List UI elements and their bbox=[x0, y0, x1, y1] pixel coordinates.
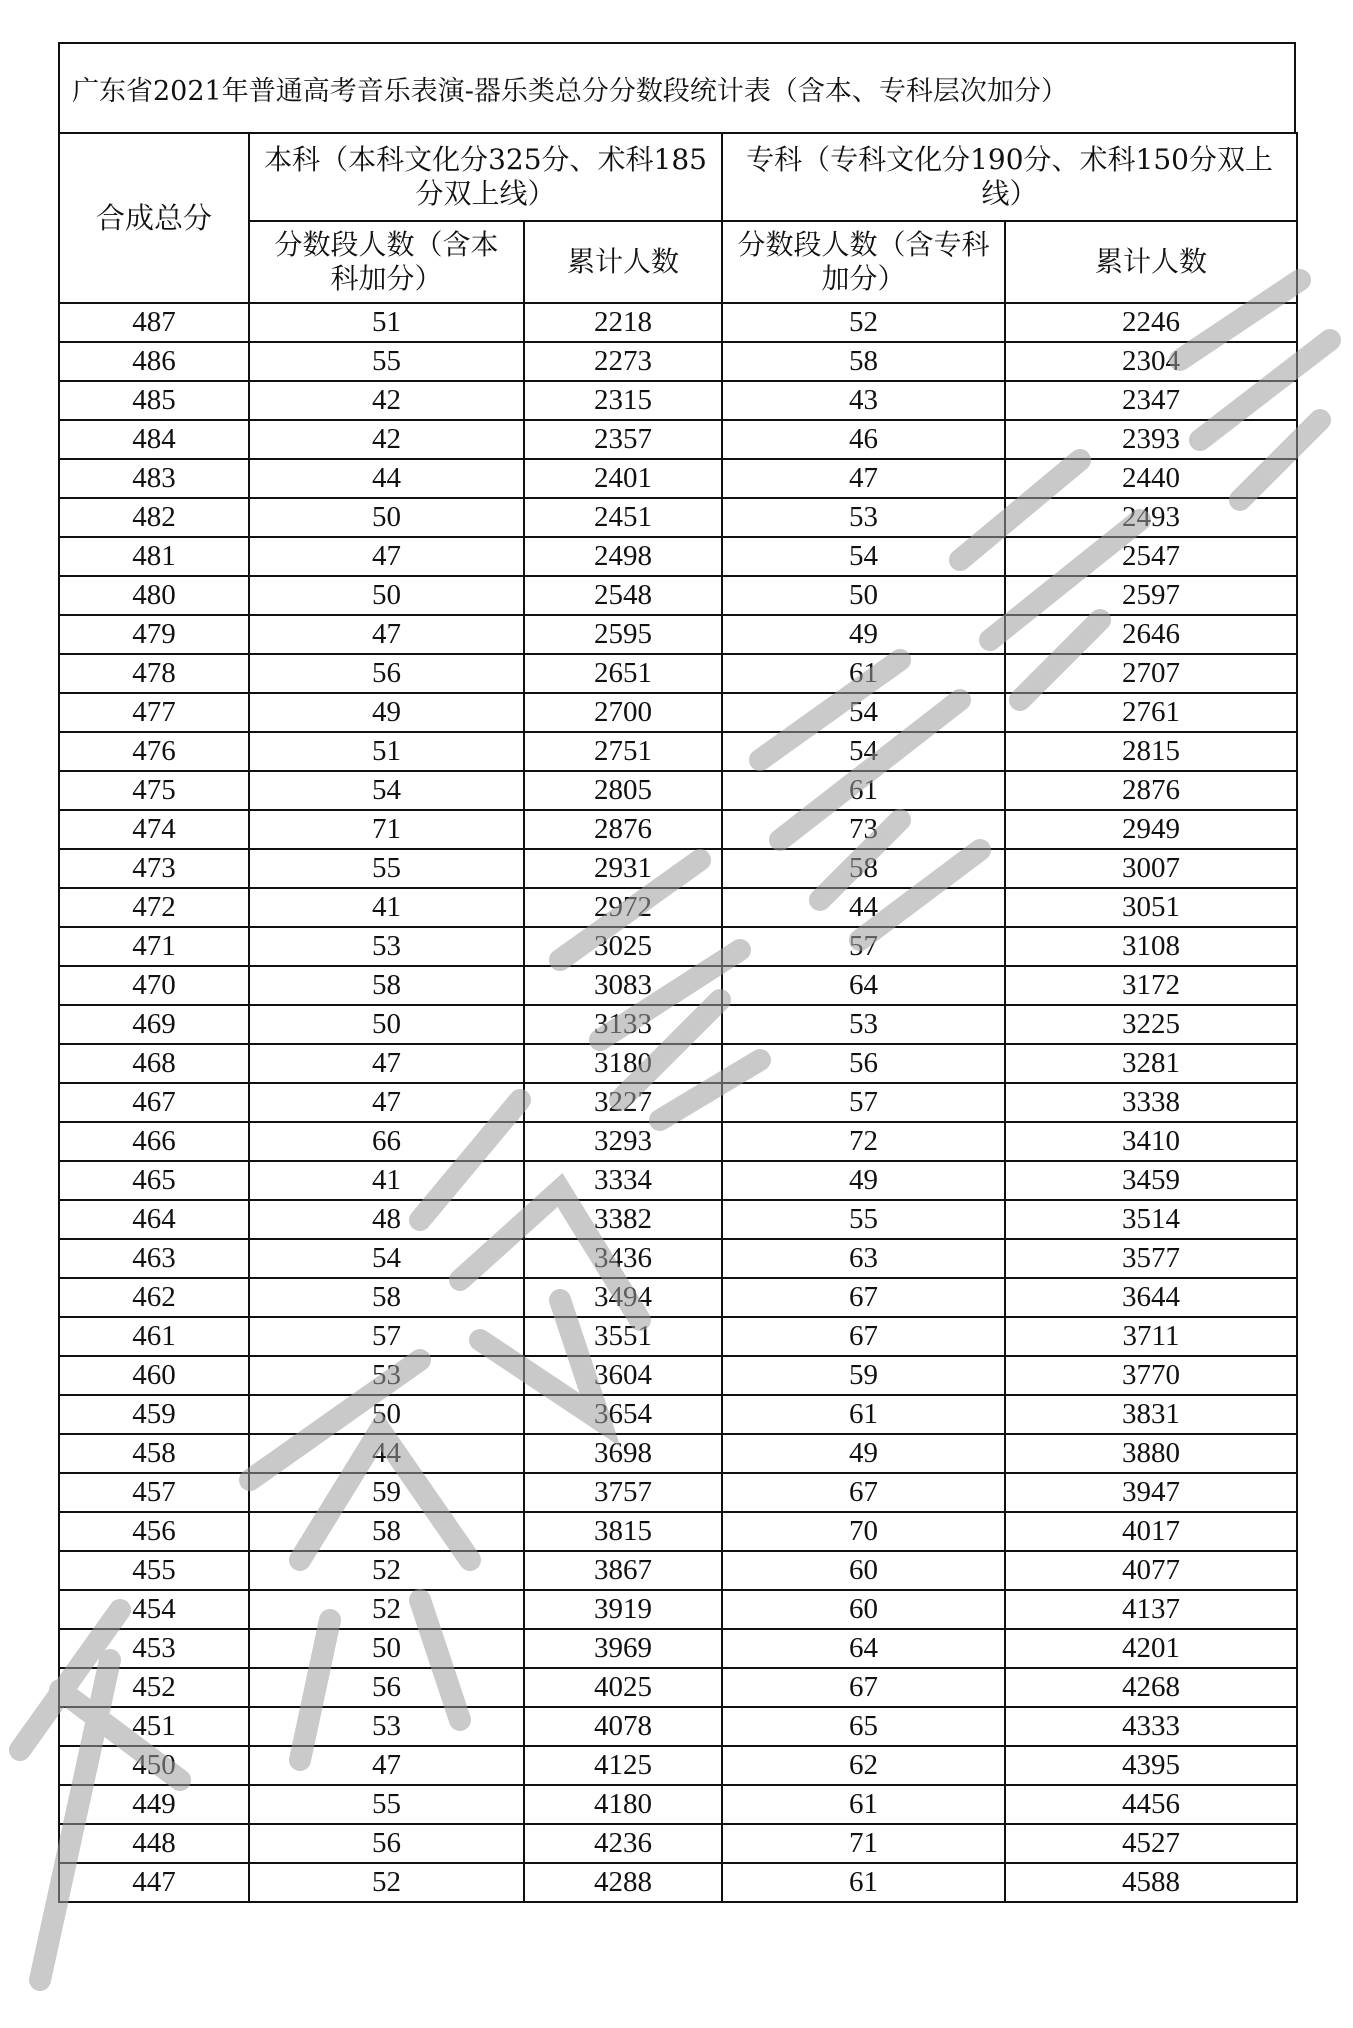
cell-undergrad-count: 47 bbox=[249, 537, 524, 576]
cell-undergrad-count: 52 bbox=[249, 1863, 524, 1902]
table-row bbox=[59, 732, 1297, 771]
cell-undergrad-cumulative: 4180 bbox=[524, 1785, 722, 1824]
table-row bbox=[59, 459, 1297, 498]
cell-undergrad-count: 47 bbox=[249, 1746, 524, 1785]
cell-undergrad-count: 55 bbox=[249, 1785, 524, 1824]
score-table bbox=[58, 132, 1298, 1903]
cell-undergrad-count: 50 bbox=[249, 1395, 524, 1434]
statistics-document bbox=[58, 42, 1296, 1903]
table-row bbox=[59, 654, 1297, 693]
cell-undergrad-count: 50 bbox=[249, 498, 524, 537]
cell-undergrad-cumulative: 3494 bbox=[524, 1278, 722, 1317]
cell-junior-count: 47 bbox=[722, 459, 1005, 498]
cell-score: 456 bbox=[59, 1512, 249, 1551]
table-row bbox=[59, 1629, 1297, 1668]
cell-junior-cumulative: 2246 bbox=[1005, 303, 1297, 342]
cell-junior-cumulative: 2547 bbox=[1005, 537, 1297, 576]
cell-junior-count: 61 bbox=[722, 1395, 1005, 1434]
cell-junior-cumulative: 3947 bbox=[1005, 1473, 1297, 1512]
table-row bbox=[59, 966, 1297, 1005]
cell-undergrad-cumulative: 3436 bbox=[524, 1239, 722, 1278]
cell-undergrad-count: 53 bbox=[249, 927, 524, 966]
cell-undergrad-cumulative: 3654 bbox=[524, 1395, 722, 1434]
cell-undergrad-count: 41 bbox=[249, 1161, 524, 1200]
cell-undergrad-count: 47 bbox=[249, 615, 524, 654]
cell-undergrad-cumulative: 2451 bbox=[524, 498, 722, 537]
cell-undergrad-cumulative: 3083 bbox=[524, 966, 722, 1005]
cell-junior-count: 49 bbox=[722, 615, 1005, 654]
header-undergrad: 本科（本科文化分325分、术科185分双上线） bbox=[249, 133, 722, 221]
cell-junior-count: 65 bbox=[722, 1707, 1005, 1746]
cell-undergrad-count: 55 bbox=[249, 849, 524, 888]
header-junior: 专科（专科文化分190分、术科150分双上线） bbox=[722, 133, 1297, 221]
cell-junior-count: 44 bbox=[722, 888, 1005, 927]
cell-score: 484 bbox=[59, 420, 249, 459]
cell-junior-count: 67 bbox=[722, 1668, 1005, 1707]
cell-undergrad-cumulative: 2548 bbox=[524, 576, 722, 615]
cell-undergrad-count: 58 bbox=[249, 966, 524, 1005]
table-row bbox=[59, 1083, 1297, 1122]
cell-junior-cumulative: 2440 bbox=[1005, 459, 1297, 498]
cell-junior-count: 61 bbox=[722, 1785, 1005, 1824]
cell-undergrad-count: 56 bbox=[249, 1824, 524, 1863]
cell-score: 469 bbox=[59, 1005, 249, 1044]
cell-undergrad-count: 56 bbox=[249, 1668, 524, 1707]
cell-undergrad-count: 51 bbox=[249, 732, 524, 771]
cell-junior-count: 49 bbox=[722, 1161, 1005, 1200]
cell-undergrad-cumulative: 3227 bbox=[524, 1083, 722, 1122]
cell-junior-count: 43 bbox=[722, 381, 1005, 420]
cell-undergrad-count: 42 bbox=[249, 381, 524, 420]
cell-score: 453 bbox=[59, 1629, 249, 1668]
cell-score: 450 bbox=[59, 1746, 249, 1785]
cell-junior-cumulative: 2393 bbox=[1005, 420, 1297, 459]
cell-junior-count: 64 bbox=[722, 1629, 1005, 1668]
cell-junior-count: 73 bbox=[722, 810, 1005, 849]
table-row bbox=[59, 303, 1297, 342]
cell-undergrad-count: 48 bbox=[249, 1200, 524, 1239]
table-row bbox=[59, 1239, 1297, 1278]
table-row bbox=[59, 342, 1297, 381]
cell-undergrad-cumulative: 2700 bbox=[524, 693, 722, 732]
cell-junior-cumulative: 3172 bbox=[1005, 966, 1297, 1005]
cell-undergrad-cumulative: 3698 bbox=[524, 1434, 722, 1473]
cell-undergrad-count: 71 bbox=[249, 810, 524, 849]
cell-score: 463 bbox=[59, 1239, 249, 1278]
cell-junior-count: 58 bbox=[722, 849, 1005, 888]
cell-junior-cumulative: 3007 bbox=[1005, 849, 1297, 888]
cell-junior-count: 53 bbox=[722, 498, 1005, 537]
cell-junior-cumulative: 3831 bbox=[1005, 1395, 1297, 1434]
cell-score: 451 bbox=[59, 1707, 249, 1746]
cell-score: 448 bbox=[59, 1824, 249, 1863]
cell-score: 447 bbox=[59, 1863, 249, 1902]
cell-score: 455 bbox=[59, 1551, 249, 1590]
cell-junior-count: 53 bbox=[722, 1005, 1005, 1044]
cell-undergrad-cumulative: 2876 bbox=[524, 810, 722, 849]
cell-junior-cumulative: 3051 bbox=[1005, 888, 1297, 927]
cell-undergrad-cumulative: 4078 bbox=[524, 1707, 722, 1746]
cell-undergrad-cumulative: 4025 bbox=[524, 1668, 722, 1707]
cell-junior-cumulative: 2707 bbox=[1005, 654, 1297, 693]
cell-score: 480 bbox=[59, 576, 249, 615]
cell-undergrad-count: 53 bbox=[249, 1356, 524, 1395]
table-row bbox=[59, 1551, 1297, 1590]
header-undergrad-cumulative: 累计人数 bbox=[524, 221, 722, 303]
cell-undergrad-cumulative: 3867 bbox=[524, 1551, 722, 1590]
table-row bbox=[59, 1668, 1297, 1707]
cell-undergrad-cumulative: 3382 bbox=[524, 1200, 722, 1239]
cell-undergrad-cumulative: 2218 bbox=[524, 303, 722, 342]
cell-score: 486 bbox=[59, 342, 249, 381]
cell-junior-cumulative: 3338 bbox=[1005, 1083, 1297, 1122]
cell-junior-cumulative: 4588 bbox=[1005, 1863, 1297, 1902]
table-row bbox=[59, 1200, 1297, 1239]
cell-score: 457 bbox=[59, 1473, 249, 1512]
cell-junior-cumulative: 4527 bbox=[1005, 1824, 1297, 1863]
cell-score: 458 bbox=[59, 1434, 249, 1473]
cell-junior-count: 50 bbox=[722, 576, 1005, 615]
cell-junior-cumulative: 2646 bbox=[1005, 615, 1297, 654]
cell-junior-count: 57 bbox=[722, 1083, 1005, 1122]
table-row bbox=[59, 420, 1297, 459]
cell-undergrad-cumulative: 2972 bbox=[524, 888, 722, 927]
cell-junior-count: 61 bbox=[722, 771, 1005, 810]
cell-junior-count: 60 bbox=[722, 1551, 1005, 1590]
cell-junior-cumulative: 3108 bbox=[1005, 927, 1297, 966]
table-row bbox=[59, 810, 1297, 849]
table-row bbox=[59, 576, 1297, 615]
cell-junior-cumulative: 2949 bbox=[1005, 810, 1297, 849]
table-row bbox=[59, 1161, 1297, 1200]
cell-junior-cumulative: 3770 bbox=[1005, 1356, 1297, 1395]
cell-junior-cumulative: 4201 bbox=[1005, 1629, 1297, 1668]
cell-undergrad-count: 54 bbox=[249, 771, 524, 810]
cell-undergrad-cumulative: 2498 bbox=[524, 537, 722, 576]
table-row bbox=[59, 1122, 1297, 1161]
cell-score: 483 bbox=[59, 459, 249, 498]
cell-junior-cumulative: 4077 bbox=[1005, 1551, 1297, 1590]
cell-junior-count: 46 bbox=[722, 420, 1005, 459]
table-row bbox=[59, 693, 1297, 732]
cell-junior-cumulative: 4137 bbox=[1005, 1590, 1297, 1629]
cell-score: 449 bbox=[59, 1785, 249, 1824]
cell-junior-count: 70 bbox=[722, 1512, 1005, 1551]
cell-undergrad-count: 59 bbox=[249, 1473, 524, 1512]
cell-score: 473 bbox=[59, 849, 249, 888]
cell-score: 477 bbox=[59, 693, 249, 732]
cell-undergrad-count: 55 bbox=[249, 342, 524, 381]
table-row bbox=[59, 1356, 1297, 1395]
cell-undergrad-cumulative: 4288 bbox=[524, 1863, 722, 1902]
cell-junior-count: 56 bbox=[722, 1044, 1005, 1083]
cell-undergrad-count: 53 bbox=[249, 1707, 524, 1746]
header-junior-cumulative: 累计人数 bbox=[1005, 221, 1297, 303]
cell-score: 471 bbox=[59, 927, 249, 966]
cell-undergrad-cumulative: 4236 bbox=[524, 1824, 722, 1863]
table-row bbox=[59, 771, 1297, 810]
cell-junior-count: 71 bbox=[722, 1824, 1005, 1863]
cell-undergrad-count: 50 bbox=[249, 1629, 524, 1668]
table-row bbox=[59, 1044, 1297, 1083]
cell-undergrad-count: 52 bbox=[249, 1551, 524, 1590]
cell-junior-count: 54 bbox=[722, 732, 1005, 771]
cell-junior-count: 63 bbox=[722, 1239, 1005, 1278]
cell-undergrad-count: 49 bbox=[249, 693, 524, 732]
cell-junior-cumulative: 2347 bbox=[1005, 381, 1297, 420]
cell-undergrad-count: 52 bbox=[249, 1590, 524, 1629]
table-row bbox=[59, 1707, 1297, 1746]
table-row bbox=[59, 927, 1297, 966]
cell-junior-count: 59 bbox=[722, 1356, 1005, 1395]
cell-junior-cumulative: 3225 bbox=[1005, 1005, 1297, 1044]
table-row bbox=[59, 498, 1297, 537]
cell-undergrad-cumulative: 3180 bbox=[524, 1044, 722, 1083]
cell-undergrad-count: 66 bbox=[249, 1122, 524, 1161]
table-body bbox=[59, 303, 1297, 1902]
cell-score: 474 bbox=[59, 810, 249, 849]
table-row bbox=[59, 1005, 1297, 1044]
table-row bbox=[59, 1746, 1297, 1785]
cell-undergrad-cumulative: 4125 bbox=[524, 1746, 722, 1785]
cell-score: 487 bbox=[59, 303, 249, 342]
table-row bbox=[59, 849, 1297, 888]
cell-junior-cumulative: 3644 bbox=[1005, 1278, 1297, 1317]
cell-undergrad-count: 44 bbox=[249, 1434, 524, 1473]
table-row bbox=[59, 1785, 1297, 1824]
cell-score: 470 bbox=[59, 966, 249, 1005]
cell-undergrad-cumulative: 3025 bbox=[524, 927, 722, 966]
cell-score: 482 bbox=[59, 498, 249, 537]
cell-undergrad-cumulative: 3133 bbox=[524, 1005, 722, 1044]
cell-undergrad-count: 58 bbox=[249, 1512, 524, 1551]
cell-undergrad-cumulative: 2805 bbox=[524, 771, 722, 810]
cell-undergrad-cumulative: 2651 bbox=[524, 654, 722, 693]
cell-junior-cumulative: 4017 bbox=[1005, 1512, 1297, 1551]
cell-junior-cumulative: 4333 bbox=[1005, 1707, 1297, 1746]
table-title: 广东省2021年普通高考音乐表演-器乐类总分分数段统计表（含本、专科层次加分） bbox=[58, 42, 1296, 132]
cell-undergrad-count: 50 bbox=[249, 1005, 524, 1044]
cell-junior-count: 67 bbox=[722, 1278, 1005, 1317]
cell-junior-cumulative: 3880 bbox=[1005, 1434, 1297, 1473]
table-row bbox=[59, 537, 1297, 576]
cell-undergrad-cumulative: 2751 bbox=[524, 732, 722, 771]
cell-junior-count: 57 bbox=[722, 927, 1005, 966]
cell-junior-count: 72 bbox=[722, 1122, 1005, 1161]
cell-junior-cumulative: 3410 bbox=[1005, 1122, 1297, 1161]
cell-junior-count: 67 bbox=[722, 1317, 1005, 1356]
cell-junior-count: 60 bbox=[722, 1590, 1005, 1629]
cell-undergrad-cumulative: 2357 bbox=[524, 420, 722, 459]
cell-score: 462 bbox=[59, 1278, 249, 1317]
cell-junior-cumulative: 2815 bbox=[1005, 732, 1297, 771]
cell-score: 461 bbox=[59, 1317, 249, 1356]
cell-undergrad-count: 44 bbox=[249, 459, 524, 498]
cell-score: 485 bbox=[59, 381, 249, 420]
cell-score: 472 bbox=[59, 888, 249, 927]
table-row bbox=[59, 1317, 1297, 1356]
cell-junior-cumulative: 2876 bbox=[1005, 771, 1297, 810]
cell-score: 460 bbox=[59, 1356, 249, 1395]
header-undergrad-count: 分数段人数（含本科加分） bbox=[249, 221, 524, 303]
cell-undergrad-cumulative: 3551 bbox=[524, 1317, 722, 1356]
cell-score: 478 bbox=[59, 654, 249, 693]
cell-undergrad-cumulative: 3757 bbox=[524, 1473, 722, 1512]
cell-undergrad-count: 41 bbox=[249, 888, 524, 927]
cell-score: 465 bbox=[59, 1161, 249, 1200]
cell-score: 452 bbox=[59, 1668, 249, 1707]
cell-junior-count: 54 bbox=[722, 693, 1005, 732]
table-row bbox=[59, 1395, 1297, 1434]
table-row bbox=[59, 1473, 1297, 1512]
cell-junior-cumulative: 3711 bbox=[1005, 1317, 1297, 1356]
cell-junior-count: 64 bbox=[722, 966, 1005, 1005]
header-score: 合成总分 bbox=[59, 133, 249, 303]
cell-junior-count: 55 bbox=[722, 1200, 1005, 1239]
cell-junior-cumulative: 3514 bbox=[1005, 1200, 1297, 1239]
cell-junior-cumulative: 2597 bbox=[1005, 576, 1297, 615]
cell-score: 466 bbox=[59, 1122, 249, 1161]
cell-score: 467 bbox=[59, 1083, 249, 1122]
cell-undergrad-cumulative: 2273 bbox=[524, 342, 722, 381]
cell-undergrad-count: 56 bbox=[249, 654, 524, 693]
cell-junior-cumulative: 2493 bbox=[1005, 498, 1297, 537]
table-row bbox=[59, 1824, 1297, 1863]
table-row bbox=[59, 1863, 1297, 1902]
cell-undergrad-count: 54 bbox=[249, 1239, 524, 1278]
cell-undergrad-count: 51 bbox=[249, 303, 524, 342]
cell-junior-cumulative: 4268 bbox=[1005, 1668, 1297, 1707]
cell-junior-count: 58 bbox=[722, 342, 1005, 381]
cell-undergrad-cumulative: 2315 bbox=[524, 381, 722, 420]
table-row bbox=[59, 1590, 1297, 1629]
cell-undergrad-count: 58 bbox=[249, 1278, 524, 1317]
table-row bbox=[59, 888, 1297, 927]
cell-junior-count: 52 bbox=[722, 303, 1005, 342]
cell-undergrad-count: 50 bbox=[249, 576, 524, 615]
cell-undergrad-cumulative: 3919 bbox=[524, 1590, 722, 1629]
cell-undergrad-count: 57 bbox=[249, 1317, 524, 1356]
cell-junior-cumulative: 3281 bbox=[1005, 1044, 1297, 1083]
cell-junior-count: 62 bbox=[722, 1746, 1005, 1785]
cell-undergrad-count: 42 bbox=[249, 420, 524, 459]
cell-junior-cumulative: 2761 bbox=[1005, 693, 1297, 732]
table-row bbox=[59, 1512, 1297, 1551]
table-row bbox=[59, 1278, 1297, 1317]
cell-junior-count: 67 bbox=[722, 1473, 1005, 1512]
cell-undergrad-cumulative: 3604 bbox=[524, 1356, 722, 1395]
cell-undergrad-cumulative: 2401 bbox=[524, 459, 722, 498]
cell-score: 459 bbox=[59, 1395, 249, 1434]
cell-score: 479 bbox=[59, 615, 249, 654]
cell-junior-cumulative: 4395 bbox=[1005, 1746, 1297, 1785]
header-junior-count: 分数段人数（含专科加分） bbox=[722, 221, 1005, 303]
table-row bbox=[59, 1434, 1297, 1473]
cell-junior-cumulative: 3577 bbox=[1005, 1239, 1297, 1278]
cell-junior-count: 61 bbox=[722, 654, 1005, 693]
table-row bbox=[59, 615, 1297, 654]
cell-score: 464 bbox=[59, 1200, 249, 1239]
cell-junior-cumulative: 4456 bbox=[1005, 1785, 1297, 1824]
cell-score: 475 bbox=[59, 771, 249, 810]
table-row bbox=[59, 381, 1297, 420]
cell-junior-cumulative: 2304 bbox=[1005, 342, 1297, 381]
cell-junior-count: 61 bbox=[722, 1863, 1005, 1902]
cell-undergrad-count: 47 bbox=[249, 1044, 524, 1083]
cell-undergrad-cumulative: 3969 bbox=[524, 1629, 722, 1668]
cell-undergrad-cumulative: 2931 bbox=[524, 849, 722, 888]
cell-undergrad-cumulative: 3815 bbox=[524, 1512, 722, 1551]
cell-undergrad-count: 47 bbox=[249, 1083, 524, 1122]
cell-undergrad-cumulative: 3293 bbox=[524, 1122, 722, 1161]
cell-score: 468 bbox=[59, 1044, 249, 1083]
cell-score: 476 bbox=[59, 732, 249, 771]
cell-undergrad-cumulative: 2595 bbox=[524, 615, 722, 654]
cell-junior-count: 49 bbox=[722, 1434, 1005, 1473]
cell-junior-cumulative: 3459 bbox=[1005, 1161, 1297, 1200]
cell-junior-count: 54 bbox=[722, 537, 1005, 576]
cell-score: 454 bbox=[59, 1590, 249, 1629]
cell-undergrad-cumulative: 3334 bbox=[524, 1161, 722, 1200]
cell-score: 481 bbox=[59, 537, 249, 576]
